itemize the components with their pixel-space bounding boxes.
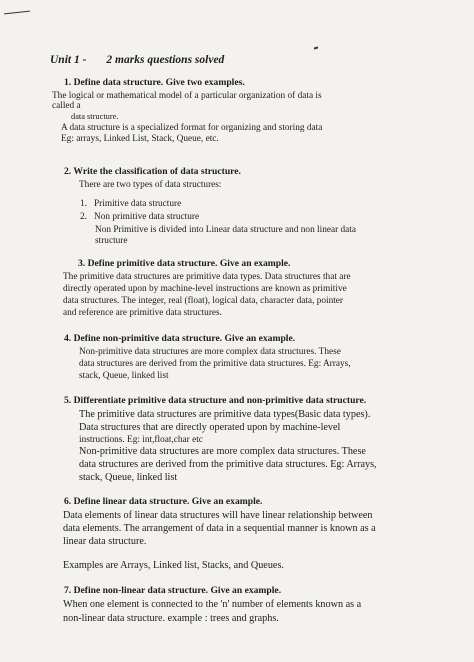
q7-line: When one element is connected to the 'n' number of elements known as a — [63, 599, 362, 610]
unit-subtitle: 2 marks questions solved — [106, 54, 225, 66]
q5-line: Non-primitive data structures are more complex data structures. These — [79, 446, 366, 457]
q2-note: structure — [95, 236, 128, 246]
q1-line: data structure. — [71, 112, 119, 121]
q7-line: non-linear data structure. example : trees and graphs. — [63, 613, 279, 624]
q3-line: directly operated upon by machine-level instructions are known as primitive — [63, 284, 347, 294]
q3-line: and reference are primitive data structures. — [63, 308, 222, 318]
q6-line: Data elements of linear data structures will have linear relationship between — [63, 510, 373, 521]
q2-item — [80, 200, 181, 209]
ink-dot — [314, 46, 318, 49]
unit-label: Unit 1 - — [50, 54, 87, 66]
question-7-heading: 7. Define non-linear data structure. Give an example. — [64, 585, 282, 596]
q2-note: Non Primitive is divided into Linear data structure and non linear data — [95, 225, 357, 235]
question-5-heading: 5. Differentiate primitive data structure and non-primitive data structure. — [64, 395, 367, 406]
q6-examples: Examples are Arrays, Linked list, Stacks, and Queues. — [63, 560, 284, 571]
q4-line: data structures are derived from the primitive data structures. Eg: Arrays, — [79, 359, 351, 369]
q2-item-number: 2. — [80, 212, 87, 222]
q3-line: The primitive data structures are primitive data types. Data structures that are — [63, 272, 351, 282]
pen-mark — [4, 11, 30, 15]
q5-line: Data structures that are directly operated upon by machine-level — [79, 422, 341, 433]
question-2-heading: 2. Write the classification of data structure. — [64, 166, 241, 177]
q6-line: linear data structure. — [63, 536, 147, 547]
unit-title — [50, 55, 224, 67]
q1-line: Eg: arrays, Linked List, Stack, Queue, etc. — [61, 134, 219, 144]
q2-intro: There are two types of data structures: — [79, 180, 222, 190]
q6-line: data elements. The arrangement of data in a sequential manner is known as a — [63, 523, 376, 534]
question-6-heading: 6. Define linear data structure. Give an example. — [64, 496, 263, 507]
q3-line: data structures. The integer, real (float), logical data, character data, pointer — [63, 296, 344, 306]
question-3-heading: 3. Define primitive data structure. Give an example. — [78, 258, 291, 269]
q4-line: stack, Queue, linked list — [79, 371, 169, 381]
question-4-heading: 4. Define non-primitive data structure. Give an example. — [64, 333, 296, 344]
q2-item-text: Non primitive data structure — [94, 212, 200, 222]
q2-item-text: Primitive data structure — [94, 199, 182, 209]
q5-line: The primitive data structures are primitive data types(Basic data types). — [79, 409, 371, 420]
question-1-heading: 1. Define data structure. Give two examples. — [64, 77, 245, 88]
q1-line: The logical or mathematical model of a particular organization of data is — [52, 91, 322, 101]
q1-line: A data structure is a specialized format for organizing and storing data — [61, 123, 323, 133]
q5-line: stack, Queue, linked list — [79, 472, 178, 483]
q1-line: called a — [52, 101, 81, 111]
q2-item — [80, 213, 199, 222]
q5-line: instructions. Eg: int,float,char etc — [79, 435, 203, 445]
q2-item-number: 1. — [80, 199, 87, 209]
q5-line: data structures are derived from the primitive data structures. Eg: Arrays, — [79, 459, 377, 470]
q4-line: Non-primitive data structures are more complex data structures. These — [79, 347, 341, 357]
